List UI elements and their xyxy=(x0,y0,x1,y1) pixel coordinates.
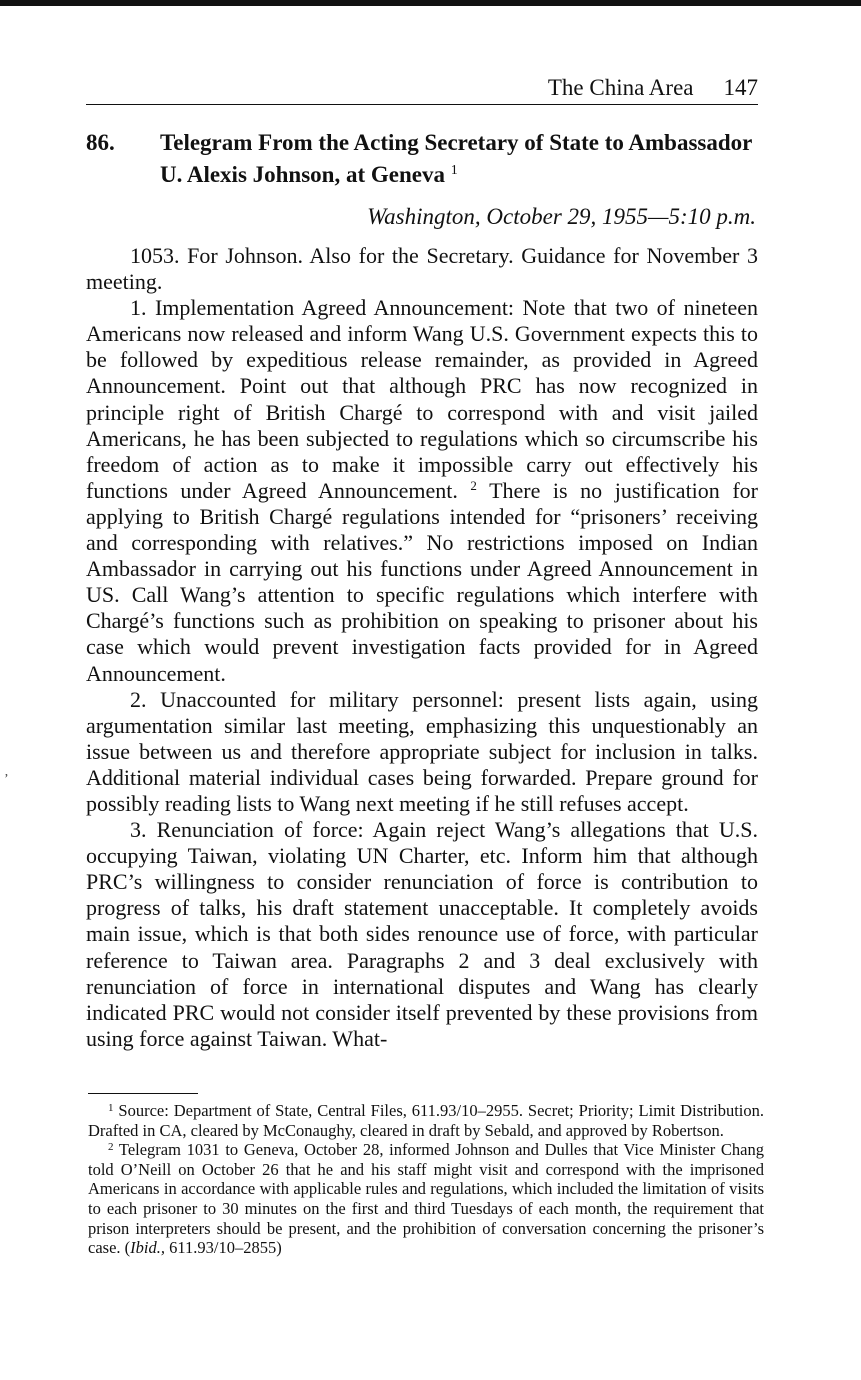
footnote-2-citation: (Ibid., 611.93/10–2855) xyxy=(124,1238,282,1258)
document-number: 86. xyxy=(86,130,115,155)
footnote-1-text: Source: Department of State, Central Files, 611.93/10–2955. Secret; Priority; Limit Distribution. Drafted in CA, cleared by McConaughy, cleared in draft by Sebald, and approved by Robertson. xyxy=(88,1101,765,1140)
footnote-rule xyxy=(88,1093,198,1094)
dateline: Washington, October 29, 1955—5:10 p.m. xyxy=(367,204,756,229)
page-number: 147 xyxy=(723,75,758,100)
running-head xyxy=(86,74,758,105)
document-title: Telegram From the Acting Secretary of State to Ambassador U. Alexis Johnson, at Geneva xyxy=(160,130,752,187)
footnote-1-mark: 1 xyxy=(108,1102,114,1114)
document-heading xyxy=(86,129,758,189)
footnote-1 xyxy=(88,1101,764,1140)
paragraph-2: 2. Unaccounted for military personnel: present lists again, using argumentation similar last meeting, emphasizing this unquestionably an issue between us and therefore appropriate subject for inclusion in talks. Additional material individual cases being forwarded. Prepare ground for possibly reading lists to Wang next meeting if he still refuses accept. xyxy=(86,686,758,816)
paragraph-intro: 1053. For Johnson. Also for the Secretary. Guidance for November 3 meeting. xyxy=(86,243,758,295)
page-top-border xyxy=(0,0,861,6)
footnote-2-text: Telegram 1031 to Geneva, October 28, informed Johnson and Dulles that Vice Minister Chang told O’Neill on October 26 that he and his staff might visit and correspond with the imprisoned Americans in accordance with applicable rules and regulations, which included the limitation of visits to each prisoner to 30 minutes on the first and third Tuesdays of each month, the requirement that prison interpreters should be present, and the prohibition of conversation concerning the prisoner’s case. xyxy=(88,1140,764,1258)
margin-mark: ’ xyxy=(4,772,9,787)
running-head-section: The China Area xyxy=(547,75,694,100)
footnote-ref-1: 1 xyxy=(450,163,458,178)
paragraph-1 xyxy=(86,295,758,686)
footnotes xyxy=(88,1101,764,1258)
paragraph-1-continued: There is no justification for applying to British Chargé regulations intended for “prisoners’ receiving and corresponding with relatives.” No restrictions imposed on Indian Ambassador in carrying out his functions under Agreed Announcement in US. Call Wang’s attention to specific regulations which interfere with Chargé’s functions such as prohibition on speaking to prisoner about his case which would prevent investigation facts provided for in Agreed Announcement. xyxy=(86,477,758,686)
paragraph-1-text: 1. Implementation Agreed Announcement: Note that two of nineteen Americans now released and inform Wang U.S. Government expects this to be followed by expeditious release remainder, as provided in Agreed Announcement. Point out that although PRC has now recognized in principle right of British Chargé to correspond with and visit jailed Americans, he has been subjected to regulations which so circumscribe his freedom of action as to make it impossible carry out effectively his functions under Agreed Announcement. xyxy=(86,295,758,503)
footnote-ref-2: 2 xyxy=(470,477,477,493)
footnote-2-mark: 2 xyxy=(108,1141,114,1154)
telegram-body xyxy=(86,243,758,1052)
paragraph-3: 3. Renunciation of force: Again reject Wang’s allegations that U.S. occupying Taiwan, violating UN Charter, etc. Inform him that although PRC’s willingness to consider renunciation of force is contribution to progress of talks, his draft statement unacceptable. It completely avoids main issue, which is that both sides renounce use of force, with particular reference to Taiwan area. Paragraphs 2 and 3 deal exclusively with renunciation of force in international disputes and Wang has clearly indicated PRC would not consider itself prevented by these provisions from using force against Taiwan. What- xyxy=(86,817,758,1051)
footnote-2 xyxy=(88,1140,764,1258)
